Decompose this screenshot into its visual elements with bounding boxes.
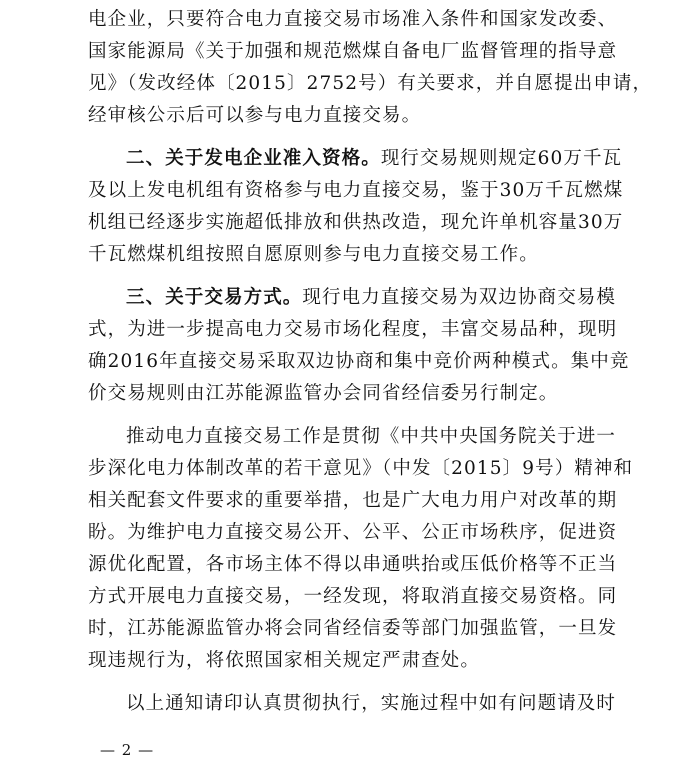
text-line-3 xyxy=(88,72,653,96)
line-3-text: 见》（发改经体〔2015〕2752号）有关要求，并自愿提出申请， xyxy=(88,73,653,94)
line-21-text: 以上通知请印认真贯彻执行，实施过程中如有问题请及时 xyxy=(126,693,617,714)
text-line-7 xyxy=(88,211,624,235)
text-line-13 xyxy=(126,425,617,449)
section-two-heading: 二、关于发电企业准入资格。 xyxy=(126,148,381,169)
page-number: — 2 — xyxy=(100,741,155,759)
text-line-15 xyxy=(88,489,618,513)
line-15-text: 相关配套文件要求的重要举措，也是广大电力用户对改革的期 xyxy=(88,490,618,511)
section-two-heading-line xyxy=(126,147,623,171)
line-12-text: 价交易规则由江苏能源监管办会同省经信委另行制定。 xyxy=(88,383,559,404)
text-line-10 xyxy=(88,318,618,342)
text-line-19 xyxy=(88,617,618,641)
line-18-text: 方式开展电力直接交易，一经发现，将取消直接交易资格。同 xyxy=(88,586,618,607)
section-three-heading: 三、关于交易方式。 xyxy=(126,287,303,308)
section-three-text: 现行电力直接交易为双边协商交易模 xyxy=(302,287,617,308)
line-10-text: 式，为进一步提高电力交易市场化程度，丰富交易品种，现明 xyxy=(88,319,618,340)
text-line-17 xyxy=(88,553,618,577)
text-line-16 xyxy=(88,521,618,545)
text-line-20 xyxy=(88,649,588,673)
line-4-text: 经审核公示后可以参与电力直接交易。 xyxy=(88,105,422,126)
line-11-text: 确2016年直接交易采取双边协商和集中竞价两种模式。集中竞 xyxy=(88,351,630,372)
line-2-text: 国家能源局《关于加强和规范燃煤自备电厂监督管理的指导意 xyxy=(88,41,618,62)
section-two-text: 现行交易规则规定60万千瓦 xyxy=(380,148,623,169)
line-6-text: 及以上发电机组有资格参与电力直接交易，鉴于30万千瓦燃煤 xyxy=(88,180,624,201)
text-line-14 xyxy=(88,457,634,481)
text-line-6 xyxy=(88,179,624,203)
line-13-text: 推动电力直接交易工作是贯彻《中共中央国务院关于进一 xyxy=(126,426,617,447)
line-14-text: 步深化电力体制改革的若干意见》（中发〔2015〕9号）精神和 xyxy=(88,458,634,479)
text-line-8 xyxy=(88,243,588,267)
line-19-text: 时，江苏能源监管办将会同省经信委等部门加强监管，一旦发 xyxy=(88,618,618,639)
text-line-21 xyxy=(126,692,617,716)
text-line-1 xyxy=(88,8,618,32)
line-7-text: 机组已经逐步实施超低排放和供热改造，现允许单机容量30万 xyxy=(88,212,624,233)
line-20-text: 现违规行为，将依照国家相关规定严肃查处。 xyxy=(88,650,481,671)
line-17-text: 源优化配置，各市场主体不得以串通哄抬或压低价格等不正当 xyxy=(88,554,618,575)
line-1-text: 电企业，只要符合电力直接交易市场准入条件和国家发改委、 xyxy=(88,9,618,30)
line-8-text: 千瓦燃煤机组按照自愿原则参与电力直接交易工作。 xyxy=(88,244,539,265)
text-line-4 xyxy=(88,104,588,128)
text-line-12 xyxy=(88,382,588,406)
text-line-2 xyxy=(88,40,618,64)
section-three-heading-line xyxy=(126,286,617,310)
text-line-18 xyxy=(88,585,618,609)
text-line-11 xyxy=(88,350,630,374)
line-16-text: 盼。为维护电力直接交易公开、公平、公正市场秩序，促进资 xyxy=(88,522,618,543)
